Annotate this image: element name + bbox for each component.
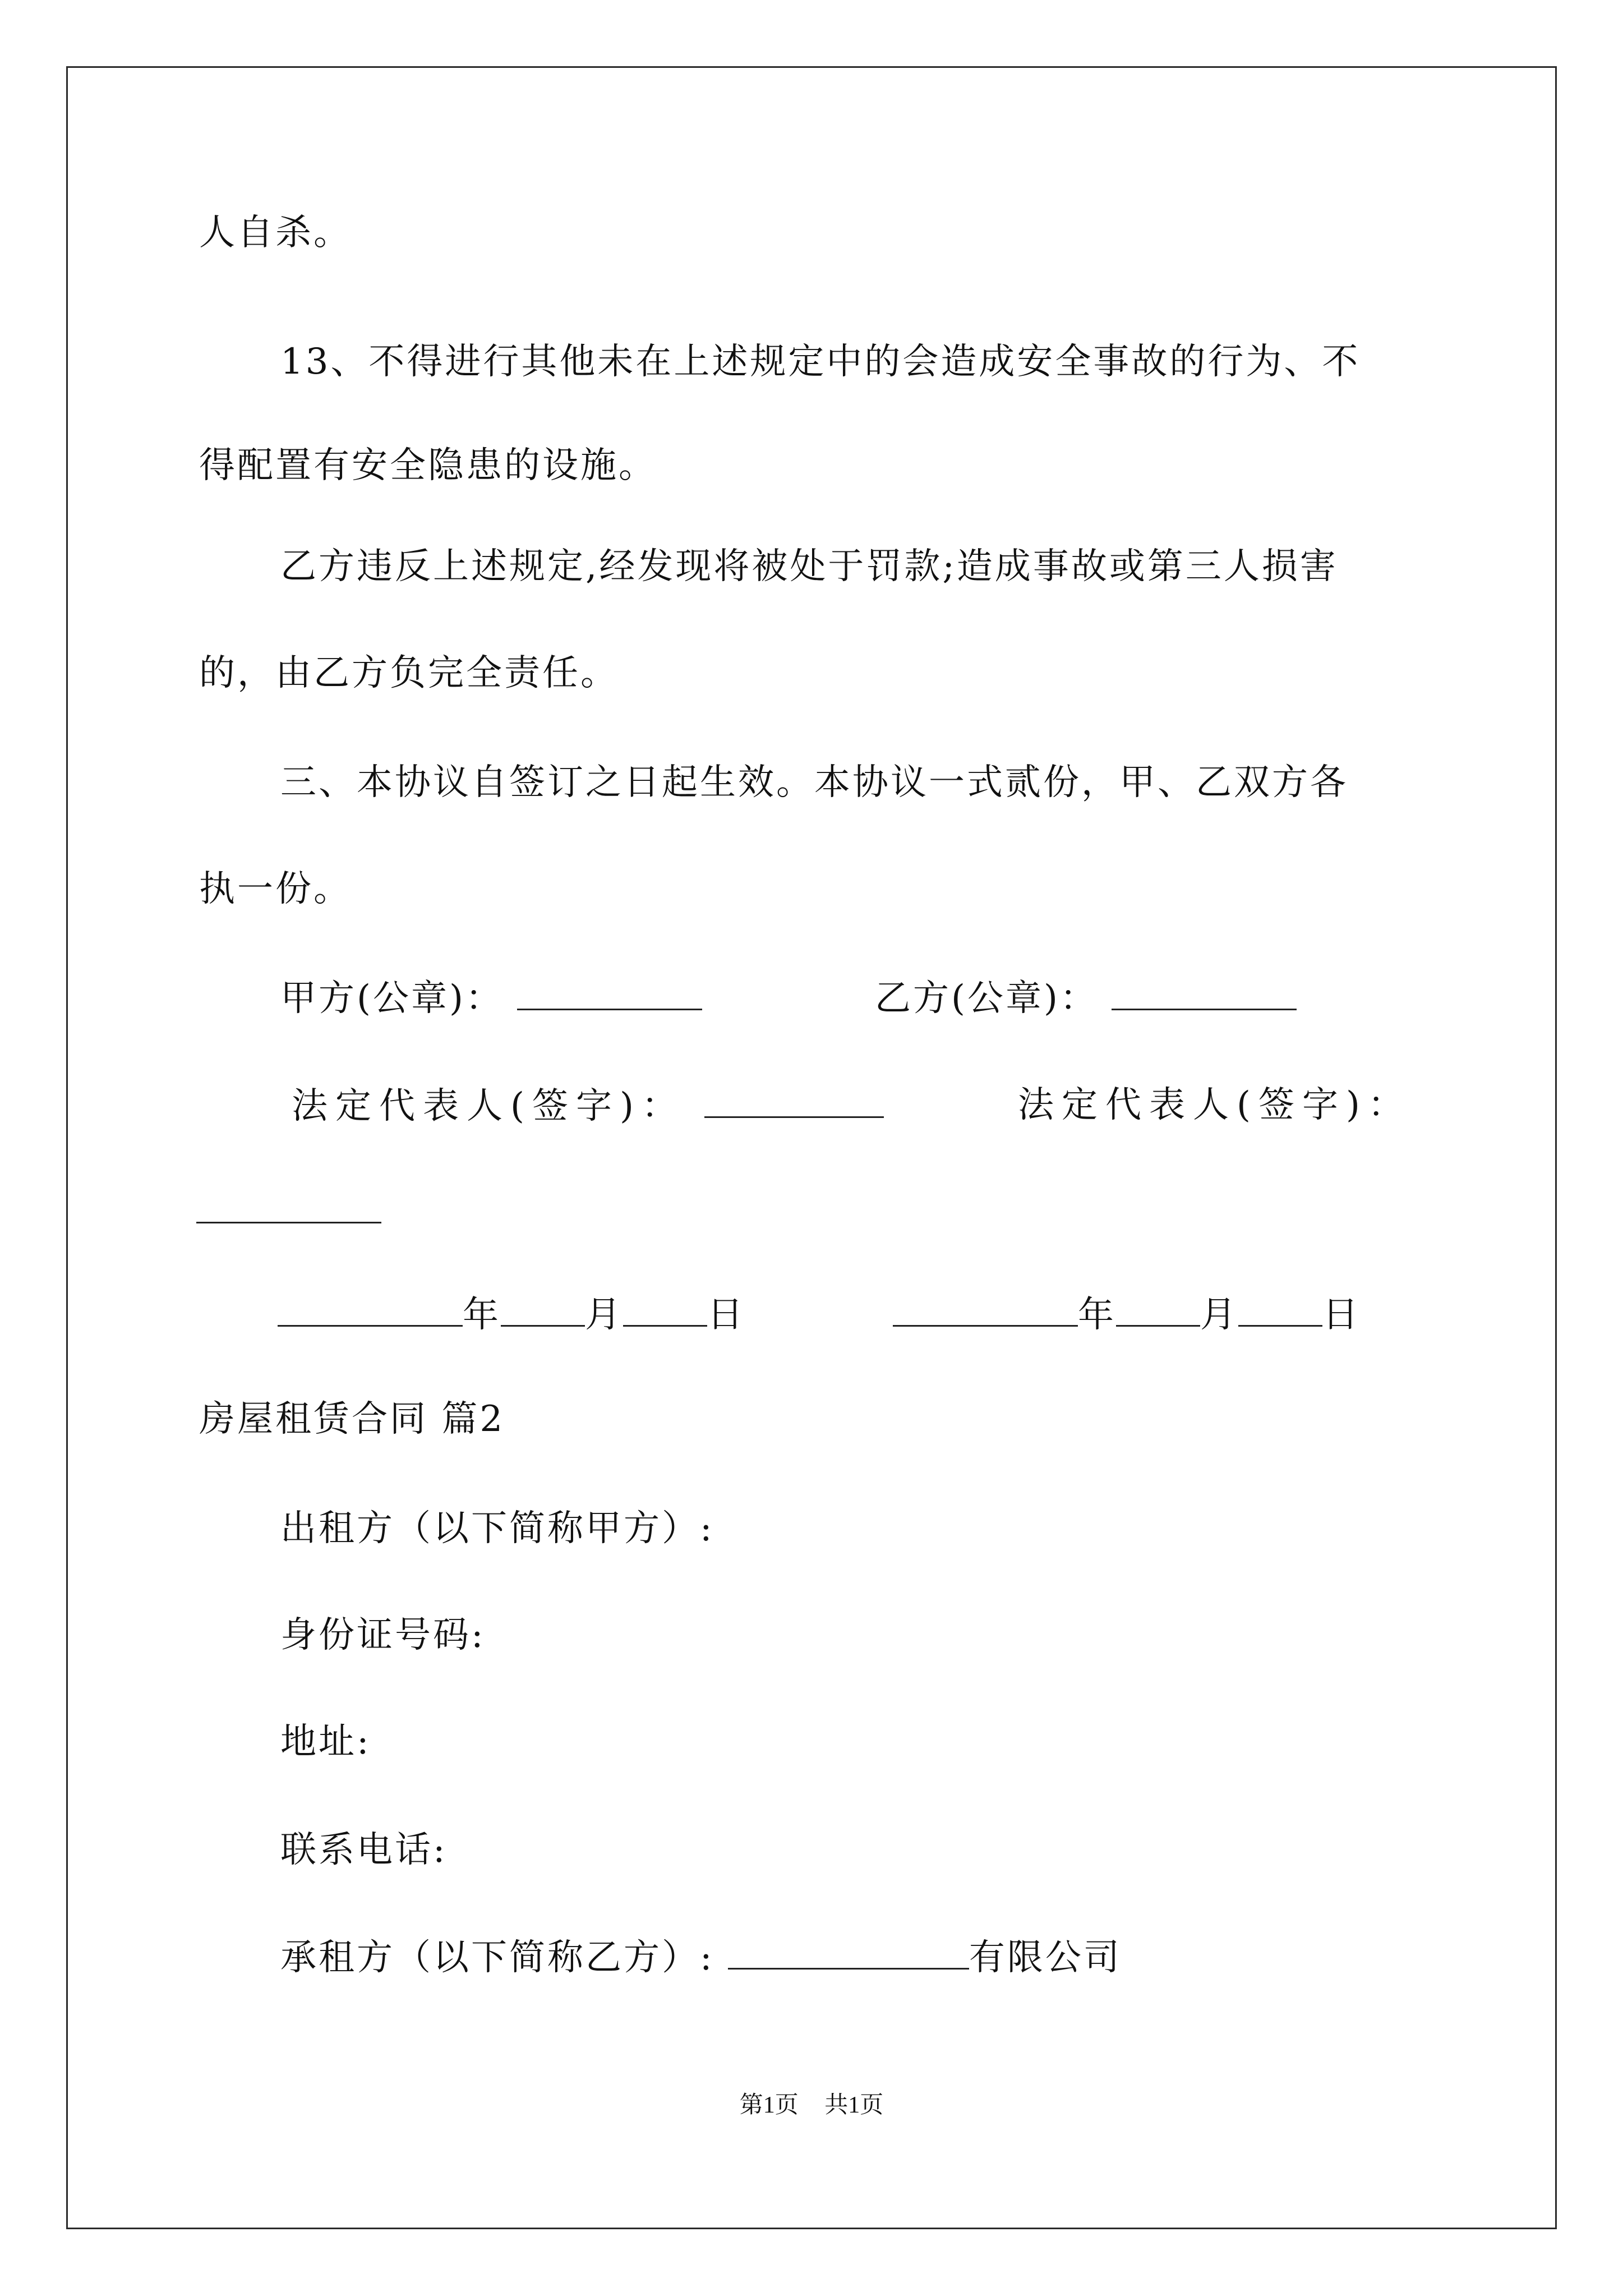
date-a-row xyxy=(278,1291,745,1337)
party-b-seal-row xyxy=(875,975,1297,1021)
text-line-6: 三、本协议自签订之日起生效。本协议一式贰份，甲、乙双方各 xyxy=(280,762,1348,803)
date-a-month-label: 月 xyxy=(585,1294,623,1336)
lessee-row xyxy=(280,1934,1122,1980)
text-line-7: 执一份。 xyxy=(199,868,352,910)
rep-a-row xyxy=(292,1083,884,1129)
text-line-5: 的，由乙方负完全责任。 xyxy=(199,652,619,694)
date-b-day-label: 日 xyxy=(1322,1294,1361,1336)
text-line-1: 人自杀。 xyxy=(199,212,352,254)
page-number: 第1页 xyxy=(739,2092,799,2118)
rep-b-label: 法定代表人(签字)： xyxy=(1018,1084,1412,1126)
rep-b-blank xyxy=(196,1188,381,1223)
party-a-seal-blank xyxy=(517,975,702,1010)
text-line-2: 13、不得进行其他未在上述规定中的会造成安全事故的行为、不 xyxy=(280,341,1361,383)
date-b-year-label: 年 xyxy=(1078,1294,1116,1336)
party-a-seal-row xyxy=(280,975,702,1021)
date-b-year-blank xyxy=(893,1291,1078,1327)
rep-a-blank xyxy=(704,1083,884,1118)
page-footer xyxy=(0,2090,1623,2121)
lessee-company-blank xyxy=(728,1934,969,1970)
lessor-line: 出租方（以下简称甲方）: xyxy=(280,1508,714,1549)
rep-b-blank-row xyxy=(196,1188,381,1234)
date-b-row xyxy=(893,1291,1361,1337)
date-a-year-label: 年 xyxy=(463,1294,501,1336)
phone-line: 联系电话: xyxy=(280,1829,448,1871)
rep-a-label: 法定代表人(签字)： xyxy=(292,1085,685,1127)
page-border xyxy=(66,66,1557,2229)
lessee-label: 承租方（以下简称乙方）: xyxy=(280,1937,714,1978)
date-b-month-label: 月 xyxy=(1200,1294,1238,1336)
section2-heading: 房屋租赁合同 篇2 xyxy=(199,1398,505,1440)
id-number-line: 身份证号码: xyxy=(280,1614,486,1656)
lessee-suffix: 有限公司 xyxy=(969,1937,1122,1978)
date-a-day-blank xyxy=(623,1291,707,1327)
text-line-3: 得配置有安全隐患的设施。 xyxy=(199,445,657,486)
date-b-day-blank xyxy=(1238,1291,1322,1327)
party-b-seal-label: 乙方(公章)： xyxy=(875,978,1098,1019)
date-b-month-blank xyxy=(1116,1291,1200,1327)
date-a-day-label: 日 xyxy=(707,1294,745,1336)
address-line: 地址: xyxy=(280,1721,371,1763)
text-line-4: 乙方违反上述规定,经发现将被处于罚款;造成事故或第三人损害 xyxy=(280,546,1338,587)
date-a-month-blank xyxy=(501,1291,585,1327)
date-a-year-blank xyxy=(278,1291,463,1327)
party-b-seal-blank xyxy=(1112,975,1297,1010)
page-total: 共1页 xyxy=(824,2092,884,2118)
party-a-seal-label: 甲方(公章)： xyxy=(280,978,504,1019)
